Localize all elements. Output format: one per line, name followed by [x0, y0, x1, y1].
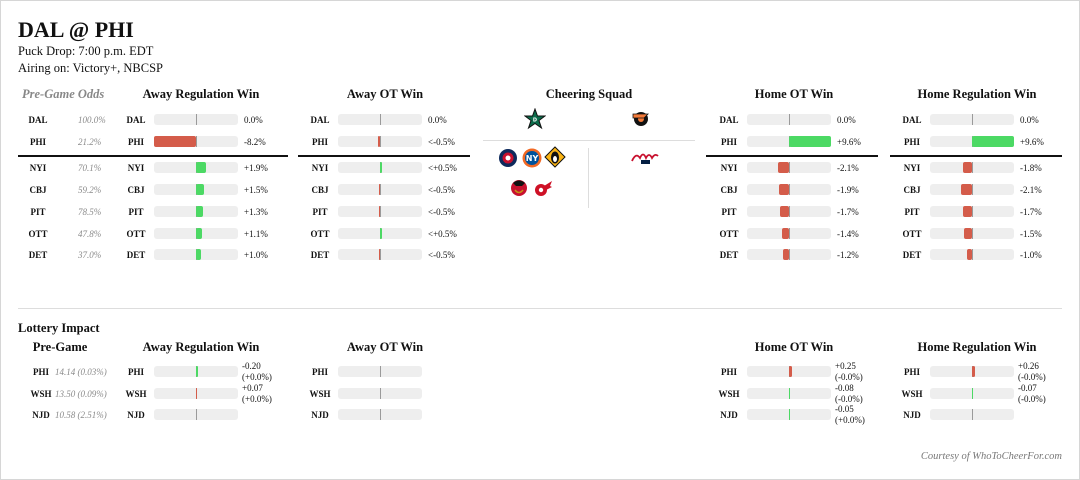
home-ot-win-header: Home OT Win	[754, 87, 834, 101]
change-bar	[154, 249, 238, 260]
change-value: <-0.5%	[428, 250, 455, 260]
bar-fill	[780, 206, 789, 217]
change-value: <-0.5%	[428, 207, 455, 217]
lottery-change-bar	[338, 409, 422, 420]
team-label: PHI	[720, 367, 737, 377]
outcome-row	[713, 161, 883, 175]
lottery-change-value	[835, 383, 863, 405]
pick-change: -0.07	[1018, 383, 1037, 393]
outcome-row	[304, 205, 474, 219]
team-label: DAL	[126, 115, 146, 125]
section-divider	[18, 308, 1062, 309]
lottery-change-bar	[930, 409, 1014, 420]
lottery-pregame-row	[25, 387, 120, 401]
change-bar	[930, 184, 1014, 195]
team-label: PHI	[29, 137, 46, 147]
bar-fill	[972, 366, 976, 377]
lottery-change-value	[242, 361, 272, 383]
bar-center-line	[196, 136, 197, 147]
change-value: +1.9%	[244, 163, 268, 173]
change-bar	[338, 206, 422, 217]
odds-value: 70.1%	[78, 163, 102, 173]
outcome-row	[120, 248, 290, 262]
bar-center-line	[789, 249, 790, 260]
team-label: PIT	[312, 207, 328, 217]
odds-row	[22, 205, 112, 219]
divider-home-reg	[890, 155, 1062, 157]
change-value: -2.1%	[1020, 185, 1042, 195]
odds-row	[22, 183, 112, 197]
bar-fill	[972, 136, 1014, 147]
bar-center-line	[972, 409, 973, 420]
change-value: -1.7%	[837, 207, 859, 217]
lottery-change-value	[835, 361, 863, 383]
outcome-row	[896, 248, 1066, 262]
team-label: PHI	[311, 367, 328, 377]
lottery-impact-title: Lottery Impact	[18, 321, 100, 335]
outcome-row	[713, 113, 883, 127]
team-label: WSH	[30, 389, 52, 399]
lottery-outcome-row	[304, 365, 474, 379]
bar-center-line	[196, 114, 197, 125]
change-value: 0.0%	[428, 115, 447, 125]
team-label: PHI	[127, 137, 144, 147]
lottery-outcome-row	[896, 383, 1066, 404]
lottery-change-bar	[338, 388, 422, 399]
lottery-outcome-row	[713, 383, 883, 404]
team-label: NJD	[127, 410, 145, 420]
outcome-row	[896, 227, 1066, 241]
bar-fill	[379, 184, 381, 195]
blue-jackets-logo-icon	[497, 147, 519, 169]
bar-fill	[782, 228, 789, 239]
change-value: <+0.5%	[428, 163, 457, 173]
change-value: 0.0%	[1020, 115, 1039, 125]
change-value: <-0.5%	[428, 137, 455, 147]
bar-center-line	[972, 206, 973, 217]
penguins-logo-icon	[544, 146, 566, 168]
outcome-row	[713, 248, 883, 262]
team-label: WSH	[718, 389, 740, 399]
outcome-row	[304, 248, 474, 262]
svg-text:D: D	[532, 117, 538, 124]
pick-change: -0.08	[835, 383, 854, 393]
odds-value: 59.2%	[78, 185, 102, 195]
bar-fill	[778, 162, 789, 173]
team-label: PHI	[903, 137, 920, 147]
bar-fill	[379, 206, 381, 217]
outcome-row	[896, 161, 1066, 175]
change-value: <+0.5%	[428, 229, 457, 239]
lottery-outcome-row	[120, 383, 290, 404]
change-value: -1.2%	[837, 250, 859, 260]
odds-change: (-0.0%)	[835, 372, 863, 382]
lottery-away-ot-header: Away OT Win	[346, 340, 424, 354]
bar-center-line	[972, 114, 973, 125]
team-label: CBJ	[311, 185, 329, 195]
odds-change: (+0.0%)	[242, 372, 272, 382]
pick-change: +0.25	[835, 361, 856, 371]
outcome-row	[896, 135, 1066, 149]
outcome-row	[304, 135, 474, 149]
bar-fill	[964, 228, 972, 239]
stars-logo-icon	[524, 108, 546, 130]
bar-fill	[196, 249, 201, 260]
team-label: DET	[310, 250, 330, 260]
bar-center-line	[196, 409, 197, 420]
team-label: OTT	[126, 229, 146, 239]
team-label: DAL	[28, 115, 48, 125]
team-label: NYI	[29, 163, 47, 173]
lottery-change-bar	[338, 366, 422, 377]
lottery-home-regulation-header: Home Regulation Win	[917, 340, 1037, 354]
bar-center-line	[972, 249, 973, 260]
change-bar	[154, 136, 238, 147]
change-bar	[930, 206, 1014, 217]
change-bar	[747, 162, 831, 173]
lottery-pregame-row	[25, 365, 120, 379]
team-label: NYI	[127, 163, 145, 173]
divider-away-ot	[298, 155, 470, 157]
lottery-away-regulation-header: Away Regulation Win	[142, 340, 260, 354]
lottery-outcome-row	[896, 361, 1066, 382]
bar-fill	[967, 249, 972, 260]
lottery-change-value	[835, 404, 865, 426]
odds-change: (+0.0%)	[242, 394, 272, 404]
team-label: NJD	[32, 410, 50, 420]
lottery-home-ot-header: Home OT Win	[754, 340, 834, 354]
bar-fill	[972, 388, 974, 399]
bar-center-line	[789, 114, 790, 125]
bar-fill	[963, 206, 972, 217]
change-bar	[338, 249, 422, 260]
bar-fill	[379, 249, 381, 260]
game-title: DAL @ PHI	[18, 17, 134, 42]
bar-fill	[196, 184, 204, 195]
pick-change: -0.05	[835, 404, 854, 414]
change-value: 0.0%	[244, 115, 263, 125]
change-value: -1.5%	[1020, 229, 1042, 239]
change-bar	[154, 184, 238, 195]
lottery-change-bar	[747, 409, 831, 420]
change-bar	[930, 249, 1014, 260]
team-label: NYI	[903, 163, 921, 173]
change-bar	[930, 136, 1014, 147]
change-value: -1.9%	[837, 185, 859, 195]
lottery-change-value	[242, 383, 272, 405]
red-wings-logo-icon	[531, 177, 553, 199]
team-label: WSH	[125, 389, 147, 399]
team-label: DET	[719, 250, 739, 260]
bar-center-line	[380, 409, 381, 420]
change-value: +1.1%	[244, 229, 268, 239]
bar-fill	[789, 388, 791, 399]
divider-left	[18, 155, 288, 157]
bar-center-line	[972, 184, 973, 195]
change-value: -2.1%	[837, 163, 859, 173]
change-bar	[338, 228, 422, 239]
bar-fill	[380, 162, 382, 173]
outcome-row	[713, 135, 883, 149]
team-label: CBJ	[903, 185, 921, 195]
outcome-row	[713, 183, 883, 197]
team-label: NJD	[311, 410, 329, 420]
change-bar	[338, 114, 422, 125]
team-label: DAL	[902, 115, 922, 125]
team-label: DAL	[719, 115, 739, 125]
team-label: PHI	[32, 367, 49, 377]
team-label: OTT	[28, 229, 48, 239]
team-label: PHI	[311, 137, 328, 147]
lottery-change-bar	[154, 366, 238, 377]
team-label: CBJ	[29, 185, 47, 195]
team-label: OTT	[310, 229, 330, 239]
change-bar	[338, 184, 422, 195]
change-value: +1.5%	[244, 185, 268, 195]
odds-change: (-0.0%)	[835, 394, 863, 404]
odds-value: 78.5%	[78, 207, 102, 217]
bar-center-line	[380, 114, 381, 125]
bar-center-line	[789, 162, 790, 173]
team-label: WSH	[309, 389, 331, 399]
bar-center-line	[380, 136, 381, 147]
pregame-odds-header: Pre-Game Odds	[22, 87, 105, 101]
team-label: CBJ	[127, 185, 145, 195]
change-value: -8.2%	[244, 137, 266, 147]
lottery-outcome-row	[120, 361, 290, 382]
team-label: PHI	[903, 367, 920, 377]
bar-fill	[380, 228, 382, 239]
change-bar	[747, 206, 831, 217]
bar-center-line	[380, 366, 381, 377]
pick-change: +0.26	[1018, 361, 1039, 371]
lottery-outcome-row	[304, 408, 474, 422]
change-bar	[154, 114, 238, 125]
change-value: +9.6%	[1020, 137, 1044, 147]
change-bar	[930, 114, 1014, 125]
pick-change: +0.07	[242, 383, 263, 393]
lottery-outcome-row	[896, 408, 1066, 422]
divider-home-ot	[706, 155, 878, 157]
change-bar	[747, 114, 831, 125]
bar-fill	[196, 206, 203, 217]
bar-fill	[961, 184, 972, 195]
odds-value: 21.2%	[78, 137, 102, 147]
capitals-logo-icon	[630, 148, 660, 166]
change-bar	[747, 228, 831, 239]
cheering-divider-vertical	[588, 148, 589, 208]
puck-drop-time: Puck Drop: 7:00 p.m. EDT	[18, 44, 154, 58]
team-label: PIT	[721, 207, 737, 217]
odds-change: (-0.0%)	[1018, 394, 1046, 404]
outcome-row	[304, 113, 474, 127]
outcome-row	[713, 205, 883, 219]
team-label: NJD	[903, 410, 921, 420]
bar-fill	[154, 136, 196, 147]
team-label: PIT	[30, 207, 46, 217]
outcome-row	[896, 113, 1066, 127]
change-value: <-0.5%	[428, 185, 455, 195]
team-label: PHI	[127, 367, 144, 377]
odds-change: (+0.0%)	[835, 415, 865, 425]
change-bar	[747, 136, 831, 147]
outcome-row	[120, 227, 290, 241]
flyers-logo-icon	[630, 108, 652, 130]
senators-logo-icon	[508, 177, 530, 199]
bar-center-line	[380, 388, 381, 399]
change-bar	[338, 136, 422, 147]
team-label: PIT	[128, 207, 144, 217]
lottery-change-bar	[154, 388, 238, 399]
outcome-row	[120, 113, 290, 127]
bar-fill	[789, 409, 791, 420]
change-value: +1.3%	[244, 207, 268, 217]
bar-center-line	[380, 184, 381, 195]
odds-row	[22, 248, 112, 262]
bar-fill	[196, 228, 202, 239]
odds-row	[22, 135, 112, 149]
bar-center-line	[380, 249, 381, 260]
team-label: DET	[126, 250, 146, 260]
lottery-change-value	[1018, 383, 1046, 405]
team-label: PIT	[904, 207, 920, 217]
odds-value: 100.0%	[78, 115, 106, 125]
lottery-pick-value: 10.58 (2.51%)	[55, 410, 107, 420]
lottery-pregame-row	[25, 408, 120, 422]
lottery-outcome-row	[713, 361, 883, 382]
cheering-squad-header: Cheering Squad	[545, 87, 633, 101]
outcome-row	[896, 183, 1066, 197]
lottery-change-bar	[154, 409, 238, 420]
attribution-footer: Courtesy of WhoToCheerFor.com	[920, 451, 1062, 462]
change-value: -1.0%	[1020, 250, 1042, 260]
change-value: -1.7%	[1020, 207, 1042, 217]
broadcast-info: Airing on: Victory+, NBCSP	[18, 61, 163, 75]
bar-fill	[783, 249, 789, 260]
outcome-row	[304, 161, 474, 175]
odds-row	[22, 161, 112, 175]
team-label: OTT	[719, 229, 739, 239]
bar-fill	[789, 136, 831, 147]
odds-value: 37.0%	[78, 250, 102, 260]
outcome-row	[304, 227, 474, 241]
team-label: NYI	[311, 163, 329, 173]
change-bar	[154, 228, 238, 239]
team-label: WSH	[901, 389, 923, 399]
change-bar	[930, 162, 1014, 173]
bar-fill	[378, 136, 380, 147]
team-label: DET	[28, 250, 48, 260]
lottery-outcome-row	[304, 387, 474, 401]
odds-row	[22, 113, 112, 127]
lottery-outcome-row	[120, 408, 290, 422]
lottery-outcome-row	[713, 404, 883, 425]
outcome-row	[120, 183, 290, 197]
change-bar	[747, 184, 831, 195]
change-bar	[154, 162, 238, 173]
svg-text:NY: NY	[525, 154, 539, 163]
bar-fill	[196, 366, 199, 377]
change-value: +9.6%	[837, 137, 861, 147]
lottery-change-bar	[747, 366, 831, 377]
bar-center-line	[789, 184, 790, 195]
change-bar	[747, 249, 831, 260]
lottery-change-bar	[930, 366, 1014, 377]
bar-center-line	[789, 206, 790, 217]
lottery-change-bar	[747, 388, 831, 399]
change-bar	[338, 162, 422, 173]
bar-center-line	[972, 228, 973, 239]
bar-center-line	[789, 228, 790, 239]
change-bar	[930, 228, 1014, 239]
odds-change: (-0.0%)	[1018, 372, 1046, 382]
outcome-row	[896, 205, 1066, 219]
change-value: 0.0%	[837, 115, 856, 125]
away-regulation-win-header: Away Regulation Win	[142, 87, 260, 101]
away-ot-win-header: Away OT Win	[346, 87, 424, 101]
bar-fill	[963, 162, 972, 173]
lottery-change-bar	[930, 388, 1014, 399]
islanders-logo-icon	[521, 147, 543, 169]
team-label: OTT	[902, 229, 922, 239]
team-label: NJD	[720, 410, 738, 420]
outcome-row	[120, 161, 290, 175]
odds-row	[22, 227, 112, 241]
bar-fill	[196, 388, 198, 399]
change-value: +1.0%	[244, 250, 268, 260]
team-label: DET	[902, 250, 922, 260]
team-label: DAL	[310, 115, 330, 125]
lottery-change-value	[1018, 361, 1046, 383]
bar-fill	[789, 366, 793, 377]
change-bar	[154, 206, 238, 217]
bar-center-line	[380, 206, 381, 217]
change-value: -1.4%	[837, 229, 859, 239]
pick-change: -0.20	[242, 361, 261, 371]
odds-value: 47.8%	[78, 229, 102, 239]
bar-center-line	[972, 162, 973, 173]
lottery-pregame-header: Pre-Game	[32, 340, 88, 354]
home-regulation-win-header: Home Regulation Win	[917, 87, 1037, 101]
cheering-divider-horizontal	[483, 140, 695, 141]
outcome-row	[713, 227, 883, 241]
team-label: PHI	[720, 137, 737, 147]
outcome-row	[120, 205, 290, 219]
team-label: CBJ	[720, 185, 738, 195]
bar-fill	[779, 184, 789, 195]
outcome-row	[120, 135, 290, 149]
change-value: -1.8%	[1020, 163, 1042, 173]
lottery-pick-value: 14.14 (0.03%)	[55, 367, 107, 377]
outcome-row	[304, 183, 474, 197]
lottery-pick-value: 13.50 (0.09%)	[55, 389, 107, 399]
bar-fill	[196, 162, 206, 173]
team-label: NYI	[720, 163, 738, 173]
